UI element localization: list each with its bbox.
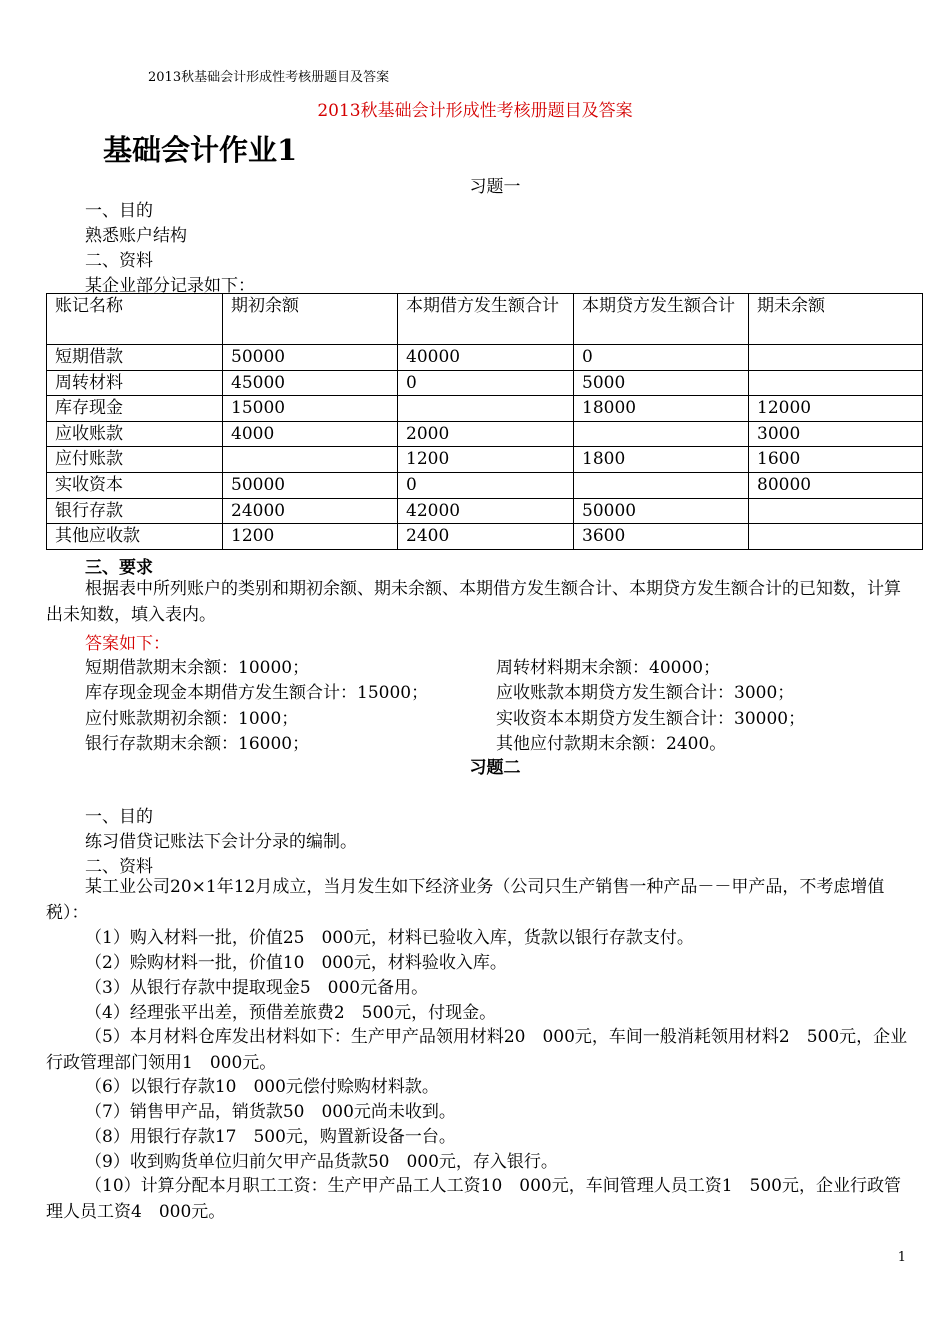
transaction-item: （5）本月材料仓库发出材料如下：生产甲产品领用材料20 000元，车间一般消耗领用材料2 500元，企业行政管理部门领用1 000元。 xyxy=(46,1027,908,1073)
answer-item: 短期借款期末余额：10000； xyxy=(85,658,310,678)
table-row xyxy=(47,421,923,447)
answer-item: 应付账款期初余额：1000； xyxy=(85,709,299,729)
header-cell: 期初余额 xyxy=(223,294,398,345)
table-cell xyxy=(574,421,749,447)
table-cell: 3600 xyxy=(574,524,749,550)
table-cell xyxy=(749,498,923,524)
table-cell: 24000 xyxy=(223,498,398,524)
ex1-material-heading: 二、资料 xyxy=(85,251,153,271)
ex1-answer-heading: 答案如下： xyxy=(85,634,170,654)
ex2-purpose-heading: 一、目的 xyxy=(85,807,153,827)
answer-item: 应收账款本期贷方发生额合计：3000； xyxy=(496,683,795,703)
answer-item: 其他应付款期末余额：2400。 xyxy=(496,734,727,754)
ledger-table xyxy=(46,293,923,550)
table-cell xyxy=(223,447,398,473)
transaction-item: （7）销售甲产品，销货款50 000元尚未收到。 xyxy=(85,1102,456,1122)
table-cell: 18000 xyxy=(574,396,749,422)
ex1-purpose-heading: 一、目的 xyxy=(85,201,153,221)
table-cell: 应收账款 xyxy=(47,421,223,447)
ex1-requirement-text: 根据表中所列账户的类别和期初余额、期未余额、本期借方发生额合计、本期贷方发生额合计的已知数，计算出未知数，填入表内。 xyxy=(46,579,901,625)
table-cell: 周转材料 xyxy=(47,370,223,396)
table-cell: 其他应收款 xyxy=(47,524,223,550)
transaction-item: （2）赊购材料一批，价值10 000元，材料验收入库。 xyxy=(85,953,507,973)
table-cell xyxy=(398,396,574,422)
table-row xyxy=(47,472,923,498)
table-row xyxy=(47,396,923,422)
ex1-purpose-text: 熟悉账户结构 xyxy=(85,226,187,246)
transaction-item: （8）用银行存款17 500元，购置新设备一台。 xyxy=(85,1127,456,1147)
table-cell: 2400 xyxy=(398,524,574,550)
table-cell: 4000 xyxy=(223,421,398,447)
ex1-requirement-heading: 三、要求 xyxy=(85,558,153,578)
transaction-item: （6）以银行存款10 000元偿付赊购材料款。 xyxy=(85,1077,439,1097)
table-cell: 短期借款 xyxy=(47,345,223,371)
table-cell: 42000 xyxy=(398,498,574,524)
ex2-purpose-text: 练习借贷记账法下会计分录的编制。 xyxy=(85,832,357,852)
header-cell: 本期借方发生额合计 xyxy=(398,294,574,345)
table-cell: 1600 xyxy=(749,447,923,473)
table-cell: 15000 xyxy=(223,396,398,422)
table-cell: 50000 xyxy=(223,345,398,371)
ex2-intro: 某工业公司20×1年12月成立，当月发生如下经济业务（公司只生产销售一种产品－－甲产品，不考虑增值税）： xyxy=(46,877,885,923)
header-cell: 本期贷方发生额合计 xyxy=(574,294,749,345)
table-cell: 0 xyxy=(398,370,574,396)
table-cell: 1200 xyxy=(223,524,398,550)
page-number: 1 xyxy=(897,1250,906,1265)
running-header: 2013秋基础会计形成性考核册题目及答案 xyxy=(148,70,390,85)
ex2-material-heading: 二、资料 xyxy=(85,857,153,877)
table-cell xyxy=(749,370,923,396)
table-cell xyxy=(574,472,749,498)
table-cell: 50000 xyxy=(223,472,398,498)
exercise1-title: 习题一 xyxy=(469,177,521,197)
answer-item: 实收资本本期贷方发生额合计：30000； xyxy=(496,709,806,729)
table-cell: 80000 xyxy=(749,472,923,498)
transaction-item: （3）从银行存款中提取现金5 000元备用。 xyxy=(85,978,429,998)
answer-item: 银行存款期末余额：16000； xyxy=(85,734,310,754)
table-cell: 实收资本 xyxy=(47,472,223,498)
table-cell: 1200 xyxy=(398,447,574,473)
table-cell: 12000 xyxy=(749,396,923,422)
table-cell: 银行存款 xyxy=(47,498,223,524)
table-row xyxy=(47,447,923,473)
transaction-item: （1）购入材料一批，价值25 000元，材料已验收入库，货款以银行存款支付。 xyxy=(85,928,694,948)
assignment-title: 基础会计作业1 xyxy=(103,133,298,167)
table-cell xyxy=(749,524,923,550)
table-cell: 3000 xyxy=(749,421,923,447)
table-cell: 50000 xyxy=(574,498,749,524)
table-cell: 2000 xyxy=(398,421,574,447)
table-row xyxy=(47,498,923,524)
transaction-item: （9）收到购货单位归前欠甲产品货款50 000元，存入银行。 xyxy=(85,1152,558,1172)
ex1-material-text: 某企业部分记录如下： xyxy=(85,276,255,296)
header-cell: 期未余额 xyxy=(749,294,923,345)
table-cell: 库存现金 xyxy=(47,396,223,422)
table-cell: 40000 xyxy=(398,345,574,371)
table-cell: 0 xyxy=(574,345,749,371)
table-row xyxy=(47,370,923,396)
table-cell xyxy=(749,345,923,371)
answer-item: 周转材料期末余额：40000； xyxy=(496,658,721,678)
document-title: 2013秋基础会计形成性考核册题目及答案 xyxy=(317,101,633,121)
table-row xyxy=(47,524,923,550)
table-cell: 1800 xyxy=(574,447,749,473)
answer-item: 库存现金现金本期借方发生额合计：15000； xyxy=(85,683,429,703)
table-cell: 45000 xyxy=(223,370,398,396)
exercise2-title: 习题二 xyxy=(469,758,521,778)
table-row xyxy=(47,345,923,371)
transaction-item: （10）计算分配本月职工工资：生产甲产品工人工资10 000元，车间管理人员工资1 500元，企业行政管理人员工资4 000元。 xyxy=(46,1176,901,1222)
table-cell: 5000 xyxy=(574,370,749,396)
table-cell: 应付账款 xyxy=(47,447,223,473)
table-header-row xyxy=(47,294,923,345)
table-cell: 0 xyxy=(398,472,574,498)
transaction-item: （4）经理张平出差，预借差旅费2 500元，付现金。 xyxy=(85,1003,497,1023)
header-cell: 账记名称 xyxy=(47,294,223,345)
